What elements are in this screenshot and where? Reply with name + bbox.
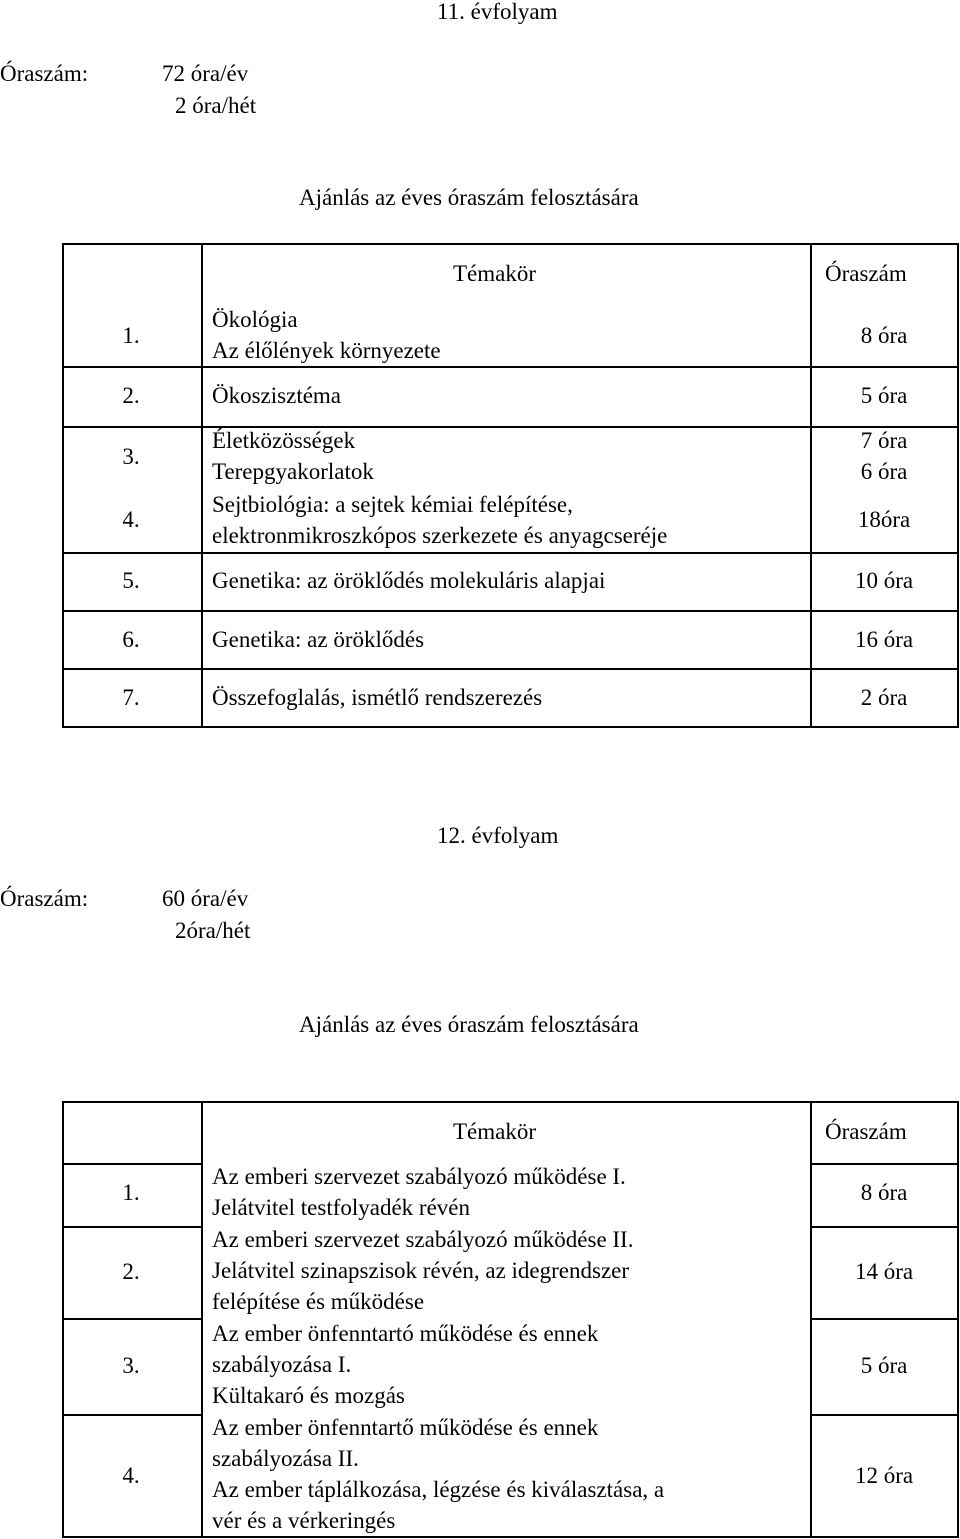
row-topic: Életközösségek xyxy=(212,428,356,453)
row-number: 3. xyxy=(122,1353,140,1378)
row-topic: Jelátvitel szinapszisok révén, az idegrendszer xyxy=(212,1258,630,1283)
row-topic: Ökológia xyxy=(212,307,298,332)
row-hours: 18óra xyxy=(857,507,911,532)
row-topic: Terepgyakorlatok xyxy=(212,459,374,484)
hours-label: Óraszám: xyxy=(0,61,89,86)
row-topic: Az emberi szervezet szabályozó működése I. xyxy=(212,1164,626,1189)
row-hours: 16 óra xyxy=(854,627,914,652)
hours-label: Óraszám: xyxy=(0,886,89,911)
col-header-hours: Óraszám xyxy=(825,261,907,286)
row-hours: 6 óra xyxy=(860,459,908,484)
row-topic: Sejtbiológia: a sejtek kémiai felépítése, xyxy=(212,492,573,517)
row-topic: Az ember önfenntartó működése és ennek xyxy=(212,1321,599,1346)
grade-heading-11: 11. évfolyam xyxy=(437,0,558,24)
row-hours: 7 óra xyxy=(860,428,908,453)
row-hours: 2 óra xyxy=(860,685,908,710)
row-topic: vér és a vérkeringés xyxy=(212,1508,396,1533)
row-number: 1. xyxy=(122,323,140,348)
row-hours: 8 óra xyxy=(860,323,908,348)
row-topic: szabályozása II. xyxy=(212,1446,359,1471)
row-topic: Az ember táplálkozása, légzése és kiválasztása, a xyxy=(212,1477,665,1502)
row-hours: 5 óra xyxy=(860,1353,908,1378)
row-number: 2. xyxy=(122,383,140,408)
allocation-subtitle: Ajánlás az éves óraszám felosztására xyxy=(299,185,639,210)
row-topic: felépítése és működése xyxy=(212,1289,425,1314)
row-hours: 10 óra xyxy=(854,568,914,593)
row-hours: 14 óra xyxy=(854,1259,914,1284)
col-header-topic: Témakör xyxy=(453,1119,537,1144)
row-topic: elektronmikroszkópos szerkezete és anyagcseréje xyxy=(212,523,668,548)
row-topic: Az emberi szervezet szabályozó működése II. xyxy=(212,1227,634,1252)
row-number: 4. xyxy=(122,1463,140,1488)
row-topic: Összefoglalás, ismétlő rendszerezés xyxy=(212,685,543,710)
row-topic: Genetika: az öröklődés xyxy=(212,627,425,652)
row-hours: 5 óra xyxy=(860,383,908,408)
row-number: 6. xyxy=(122,627,140,652)
hours-per-year: 72 óra/év xyxy=(162,61,249,86)
row-topic: Az élőlények környezete xyxy=(212,338,441,363)
hours-per-year: 60 óra/év xyxy=(162,886,249,911)
row-number: 7. xyxy=(122,685,140,710)
hours-per-week: 2 óra/hét xyxy=(175,93,257,118)
row-topic: Kültakaró és mozgás xyxy=(212,1383,405,1408)
row-hours: 12 óra xyxy=(854,1463,914,1488)
row-hours: 8 óra xyxy=(860,1180,908,1205)
row-topic: szabályozása I. xyxy=(212,1352,352,1377)
row-topic: Az ember önfenntartő működése és ennek xyxy=(212,1415,599,1440)
col-header-topic: Témakör xyxy=(453,261,537,286)
row-topic: Jelátvitel testfolyadék révén xyxy=(212,1195,471,1220)
grade-heading-12: 12. évfolyam xyxy=(437,823,559,848)
row-topic: Ökoszisztéma xyxy=(212,383,342,408)
row-number: 5. xyxy=(122,568,140,593)
allocation-subtitle: Ajánlás az éves óraszám felosztására xyxy=(299,1012,639,1037)
hours-per-week: 2óra/hét xyxy=(175,918,251,943)
row-topic: Genetika: az öröklődés molekuláris alapjai xyxy=(212,568,606,593)
row-number: 3. xyxy=(122,444,140,469)
row-number: 2. xyxy=(122,1259,140,1284)
row-number: 1. xyxy=(122,1180,140,1205)
col-header-hours: Óraszám xyxy=(825,1119,907,1144)
row-number: 4. xyxy=(122,507,140,532)
